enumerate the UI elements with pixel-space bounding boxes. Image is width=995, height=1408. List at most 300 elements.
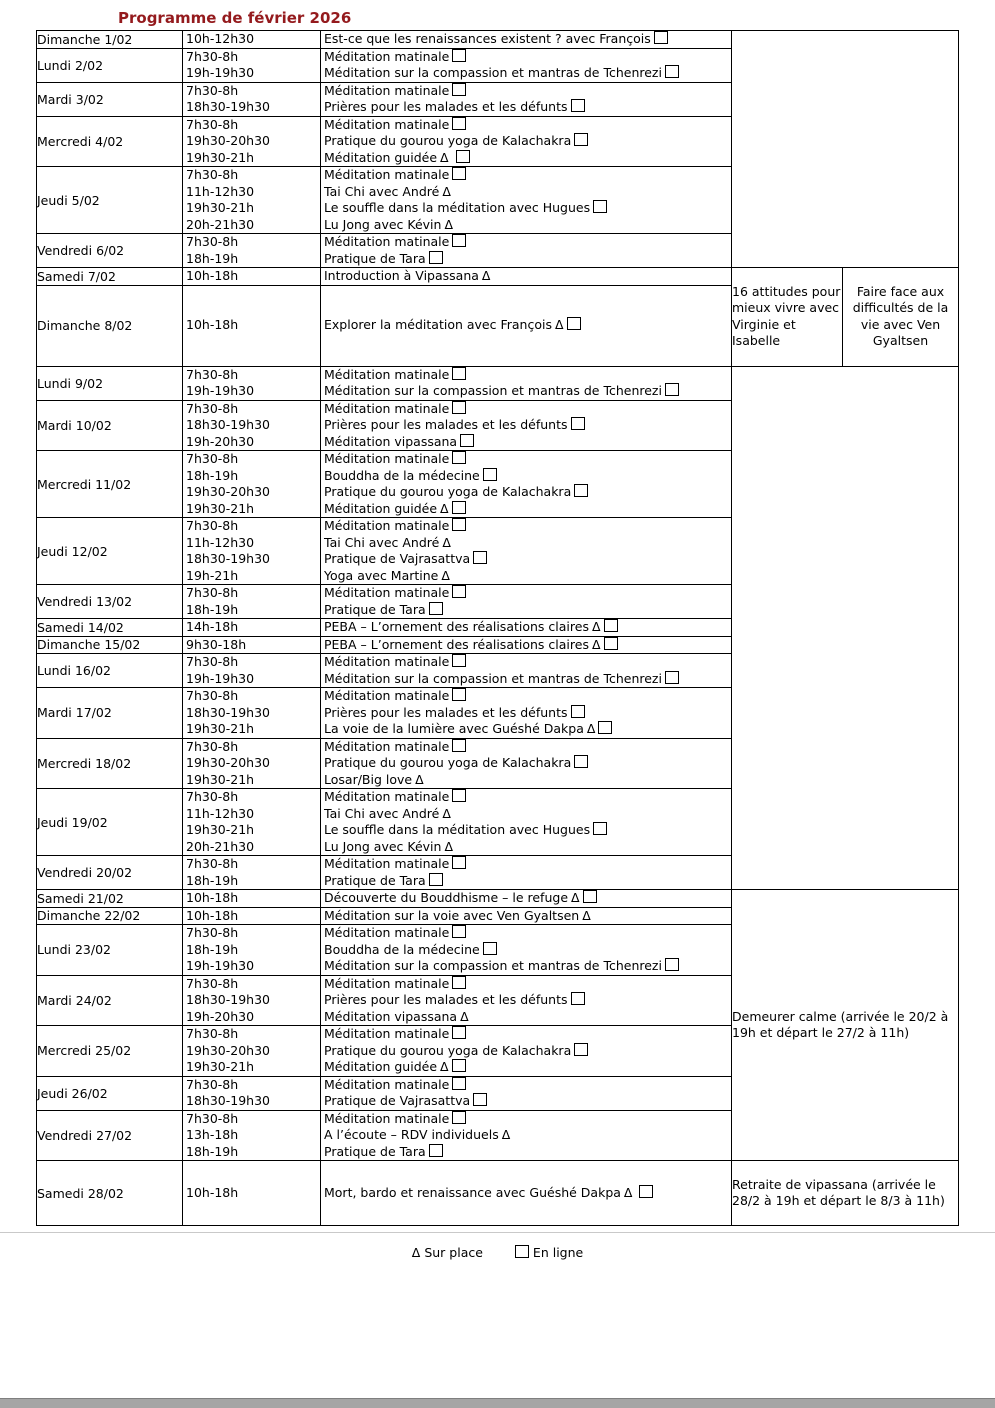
activity-line <box>321 976 731 993</box>
time-line <box>183 217 320 234</box>
activity-label: Prières pour les malades et les défunts <box>324 417 568 432</box>
schedule-row <box>37 268 959 286</box>
time-label: 10h-18h <box>186 890 239 905</box>
time-label: 7h30-8h <box>186 366 239 382</box>
day-cell <box>37 268 183 286</box>
online-checkbox-icon <box>598 721 612 734</box>
activity-line <box>321 806 731 823</box>
legend <box>0 1245 995 1260</box>
activity-label: Méditation matinale <box>324 400 450 416</box>
activity-label: Bouddha de la médecine <box>324 467 480 483</box>
activity-line <box>321 942 731 959</box>
time-label: 7h30-8h <box>186 82 239 98</box>
online-checkbox-icon <box>515 1245 529 1258</box>
time-line <box>183 251 320 268</box>
legend-onsite <box>412 1245 483 1260</box>
day-label: Dimanche 22/02 <box>37 908 141 924</box>
activity-line <box>321 383 731 400</box>
activity-label: Méditation matinale <box>324 116 450 132</box>
note-text: 16 attitudes pour mieux vivre avec Virginie et Isabelle <box>732 283 841 349</box>
online-checkbox-icon <box>483 942 497 955</box>
activity-label: Méditation sur la compassion et mantras de Tchenrezi <box>324 65 662 80</box>
day-label: Dimanche 8/02 <box>37 318 133 333</box>
legend-onsite-label: Sur place <box>424 1245 483 1260</box>
time-label: 11h-12h30 <box>186 534 255 550</box>
onsite-delta-icon: Δ <box>444 838 454 854</box>
activity-line <box>321 839 731 856</box>
activity-label: Mort, bardo et renaissance avec Guéshé Dakpa <box>324 1184 621 1200</box>
note-cell <box>732 1161 959 1226</box>
time-label: 10h-18h <box>186 907 239 923</box>
activity-label: A l’écoute – RDV individuels <box>324 1127 499 1142</box>
activity-line <box>321 568 731 585</box>
activity-line <box>321 822 731 839</box>
day-cell <box>37 975 183 1026</box>
online-checkbox-icon <box>604 619 618 632</box>
time-line <box>183 501 320 518</box>
activity-line <box>321 671 731 688</box>
activity-label: Méditation matinale <box>324 82 450 98</box>
onsite-delta-icon: Δ <box>440 1059 449 1074</box>
time-cell <box>183 400 321 451</box>
onsite-delta-icon: Δ <box>554 317 564 333</box>
online-checkbox-icon <box>452 739 466 752</box>
time-line <box>183 383 320 400</box>
activity-line <box>321 602 731 619</box>
activity-line <box>321 619 731 636</box>
online-checkbox-icon <box>604 637 618 650</box>
activity-label: Tai Chi avec André <box>324 534 440 550</box>
time-line <box>183 755 320 772</box>
online-checkbox-icon <box>583 890 597 903</box>
time-cell <box>183 1076 321 1110</box>
activity-cell <box>321 48 732 82</box>
time-label: 19h30-20h30 <box>186 484 270 499</box>
day-cell <box>37 890 183 908</box>
time-cell <box>183 907 321 925</box>
time-line <box>183 721 320 738</box>
time-label: 19h-19h30 <box>186 65 255 80</box>
time-label: 18h-19h <box>186 467 239 483</box>
time-line <box>183 890 320 907</box>
activity-line <box>321 1185 731 1202</box>
online-checkbox-icon <box>429 873 443 886</box>
time-label: 19h-19h30 <box>186 958 255 973</box>
activity-line <box>321 31 731 48</box>
activity-line <box>321 367 731 384</box>
time-label: 18h30-19h30 <box>186 992 270 1007</box>
day-cell <box>37 585 183 619</box>
time-cell <box>183 1161 321 1226</box>
activity-cell <box>321 654 732 688</box>
time-label: 7h30-8h <box>186 738 239 754</box>
activity-label: Méditation matinale <box>324 688 450 703</box>
schedule-row <box>37 890 959 908</box>
time-line <box>183 83 320 100</box>
activity-label: Méditation matinale <box>324 1076 450 1092</box>
time-line <box>183 234 320 251</box>
activity-line <box>321 772 731 789</box>
activity-label: Méditation matinale <box>324 975 450 991</box>
online-checkbox-icon <box>452 688 466 701</box>
time-cell <box>183 268 321 286</box>
time-label: 10h-12h30 <box>186 31 255 46</box>
onsite-delta-icon: Δ <box>481 268 491 283</box>
onsite-delta-icon: Δ <box>411 1245 421 1260</box>
time-line <box>183 942 320 959</box>
activity-line <box>321 755 731 772</box>
online-checkbox-icon <box>473 551 487 564</box>
activity-label: Méditation matinale <box>324 654 450 669</box>
time-cell <box>183 856 321 890</box>
activity-cell <box>321 925 732 976</box>
time-label: 19h30-21h <box>186 149 255 165</box>
onsite-delta-icon: Δ <box>501 1127 511 1142</box>
activity-line <box>321 65 731 82</box>
activity-cell <box>321 856 732 890</box>
activity-cell <box>321 975 732 1026</box>
day-cell <box>37 738 183 789</box>
time-line <box>183 925 320 942</box>
activity-label: Tai Chi avec André <box>324 805 440 821</box>
time-cell <box>183 975 321 1026</box>
time-label: 18h30-19h30 <box>186 99 270 114</box>
activity-line <box>321 49 731 66</box>
online-checkbox-icon <box>639 1185 653 1198</box>
activity-line <box>321 1043 731 1060</box>
time-line <box>183 268 320 285</box>
time-label: 19h-20h30 <box>186 433 255 449</box>
time-cell <box>183 636 321 654</box>
activity-line <box>321 133 731 150</box>
onsite-delta-icon: Δ <box>442 183 451 199</box>
note-cell <box>843 268 959 367</box>
time-label: 9h30-18h <box>186 636 247 652</box>
day-cell <box>37 688 183 739</box>
activity-label: Pratique de Vajrasattva <box>324 551 471 566</box>
activity-label: Pratique du gourou yoga de Kalachakra <box>324 1042 572 1058</box>
day-label: Vendredi 27/02 <box>37 1127 133 1143</box>
time-label: 18h30-19h30 <box>186 417 270 432</box>
activity-line <box>321 958 731 975</box>
activity-line <box>321 654 731 671</box>
time-label: 7h30-8h <box>186 975 239 991</box>
time-label: 19h30-21h <box>186 500 255 516</box>
activity-line <box>321 890 731 907</box>
activity-line <box>321 856 731 873</box>
activity-line <box>321 1127 731 1144</box>
time-line <box>183 133 320 150</box>
activity-cell <box>321 1110 732 1161</box>
window-bottom-edge <box>0 1398 995 1408</box>
time-cell <box>183 234 321 268</box>
online-checkbox-icon <box>452 1059 466 1072</box>
time-label: 18h30-19h30 <box>186 551 270 566</box>
activity-label: Méditation matinale <box>324 48 450 64</box>
time-cell <box>183 451 321 518</box>
activity-cell <box>321 234 732 268</box>
activity-label: Méditation sur la compassion et mantras de Tchenrezi <box>324 958 662 973</box>
time-label: 7h30-8h <box>186 688 239 703</box>
activity-cell <box>321 82 732 116</box>
time-line <box>183 568 320 585</box>
time-label: 19h-20h30 <box>186 1008 255 1024</box>
day-label: Lundi 9/02 <box>37 375 104 391</box>
page-title: Programme de février 2026 <box>118 9 352 27</box>
time-label: 7h30-8h <box>186 518 239 533</box>
time-line <box>183 1111 320 1128</box>
time-line <box>183 200 320 217</box>
time-label: 18h-19h <box>186 1143 239 1159</box>
day-cell <box>37 1161 183 1226</box>
activity-label: Méditation sur la compassion et mantras de Tchenrezi <box>324 670 662 686</box>
activity-label: Pratique de Tara <box>324 601 426 617</box>
note-text: Retraite de vipassana (arrivée le 28/2 à 19h et départ le 8/3 à 11h) <box>732 1176 945 1208</box>
day-cell <box>37 1110 183 1161</box>
time-line <box>183 468 320 485</box>
online-checkbox-icon <box>452 234 466 247</box>
time-label: 11h-12h30 <box>186 183 255 199</box>
time-line <box>183 806 320 823</box>
onsite-delta-icon: Δ <box>415 771 424 787</box>
time-label: 19h-21h <box>186 567 239 583</box>
online-checkbox-icon <box>452 83 466 96</box>
activity-line <box>321 992 731 1009</box>
day-cell <box>37 116 183 167</box>
day-label: Mercredi 4/02 <box>37 133 124 149</box>
time-label: 18h-19h <box>186 872 239 888</box>
activity-line <box>321 150 731 167</box>
activity-cell <box>321 890 732 908</box>
activity-label: PEBA – L’ornement des réalisations claires <box>324 619 589 634</box>
time-line <box>183 839 320 856</box>
activity-line <box>321 1026 731 1043</box>
time-cell <box>183 890 321 908</box>
onsite-delta-icon: Δ <box>460 1008 469 1024</box>
day-label: Vendredi 13/02 <box>37 594 133 609</box>
day-label: Mercredi 18/02 <box>37 755 132 771</box>
time-label: 19h30-21h <box>186 771 255 787</box>
time-label: 18h-19h <box>186 941 239 957</box>
time-label: 19h30-21h <box>186 721 255 736</box>
online-checkbox-icon <box>574 1043 588 1056</box>
activity-line <box>321 585 731 602</box>
activity-label: Pratique du gourou yoga de Kalachakra <box>324 484 572 499</box>
day-label: Samedi 7/02 <box>37 268 116 284</box>
online-checkbox-icon <box>452 976 466 989</box>
day-label: Mardi 10/02 <box>37 417 112 433</box>
time-label: 18h-19h <box>186 601 239 617</box>
activity-line <box>321 83 731 100</box>
activity-label: Introduction à Vipassana <box>324 268 479 283</box>
time-label: 19h30-20h30 <box>186 133 270 148</box>
time-line <box>183 367 320 384</box>
online-checkbox-icon <box>452 518 466 531</box>
online-checkbox-icon <box>574 755 588 768</box>
time-line <box>183 401 320 418</box>
activity-label: Méditation matinale <box>324 366 450 382</box>
day-label: Samedi 21/02 <box>37 890 124 906</box>
activity-label: Pratique du gourou yoga de Kalachakra <box>324 755 572 770</box>
onsite-delta-icon: Δ <box>444 216 454 232</box>
time-label: 7h30-8h <box>186 925 239 940</box>
day-label: Dimanche 1/02 <box>37 31 133 47</box>
activity-line <box>321 1009 731 1026</box>
activity-line <box>321 217 731 234</box>
activity-label: Méditation guidée <box>324 149 438 165</box>
day-label: Lundi 16/02 <box>37 663 111 678</box>
schedule-table <box>36 30 959 1226</box>
time-line <box>183 1009 320 1026</box>
activity-line <box>321 251 731 268</box>
activity-cell <box>321 1076 732 1110</box>
time-line <box>183 822 320 839</box>
activity-label: Méditation guidée <box>324 1059 438 1074</box>
online-checkbox-icon <box>456 150 470 163</box>
day-label: Vendredi 6/02 <box>37 243 125 258</box>
day-cell <box>37 1076 183 1110</box>
activity-cell <box>321 585 732 619</box>
online-checkbox-icon <box>665 958 679 971</box>
online-checkbox-icon <box>574 484 588 497</box>
time-cell <box>183 82 321 116</box>
note-cell <box>732 268 843 367</box>
day-cell <box>37 1026 183 1077</box>
activity-line <box>321 925 731 942</box>
activity-line <box>321 789 731 806</box>
activity-label: Méditation vipassana <box>324 1008 458 1024</box>
time-line <box>183 451 320 468</box>
time-label: 7h30-8h <box>186 167 239 182</box>
time-line <box>183 654 320 671</box>
time-label: 19h30-21h <box>186 822 255 837</box>
day-label: Mardi 17/02 <box>37 705 112 721</box>
activity-label: Pratique de Tara <box>324 872 426 888</box>
time-cell <box>183 285 321 366</box>
online-checkbox-icon <box>452 401 466 414</box>
online-checkbox-icon <box>452 167 466 180</box>
time-label: 7h30-8h <box>186 400 239 416</box>
time-cell <box>183 585 321 619</box>
online-checkbox-icon <box>452 451 466 464</box>
onsite-delta-icon: Δ <box>442 805 451 821</box>
onsite-delta-icon: Δ <box>571 890 580 905</box>
activity-label: Méditation matinale <box>324 585 450 600</box>
activity-label: Lu Jong avec Kévin <box>324 216 442 232</box>
day-cell <box>37 789 183 856</box>
time-line <box>183 619 320 636</box>
day-cell <box>37 366 183 400</box>
online-checkbox-icon <box>452 789 466 802</box>
activity-label: Prières pour les malades et les défunts <box>324 992 568 1007</box>
day-cell <box>37 654 183 688</box>
day-cell <box>37 285 183 366</box>
online-checkbox-icon <box>571 705 585 718</box>
online-checkbox-icon <box>452 1111 466 1124</box>
online-checkbox-icon <box>429 602 443 615</box>
time-line <box>183 417 320 434</box>
time-line <box>183 585 320 602</box>
online-checkbox-icon <box>571 992 585 1005</box>
schedule-row <box>37 1161 959 1226</box>
online-checkbox-icon <box>429 1144 443 1157</box>
time-label: 18h30-19h30 <box>186 1093 270 1108</box>
day-cell <box>37 82 183 116</box>
activity-line <box>321 117 731 134</box>
activity-cell <box>321 738 732 789</box>
time-cell <box>183 1026 321 1077</box>
time-line <box>183 484 320 501</box>
time-cell <box>183 48 321 82</box>
legend-online <box>515 1245 583 1260</box>
time-label: 19h-19h30 <box>186 670 255 686</box>
day-cell <box>37 907 183 925</box>
day-label: Jeudi 12/02 <box>37 543 108 559</box>
activity-line <box>321 688 731 705</box>
activity-line <box>321 268 731 285</box>
day-label: Lundi 23/02 <box>37 942 111 958</box>
online-checkbox-icon <box>452 117 466 130</box>
online-checkbox-icon <box>452 367 466 380</box>
schedule-row <box>37 366 959 400</box>
activity-line <box>321 451 731 468</box>
online-checkbox-icon <box>593 200 607 213</box>
activity-label: Prières pour les malades et les défunts <box>324 704 568 720</box>
time-line <box>183 602 320 619</box>
activity-label: PEBA – L’ornement des réalisations claires <box>324 636 589 652</box>
time-cell <box>183 31 321 49</box>
schedule-body <box>37 31 959 1226</box>
schedule-row <box>37 31 959 49</box>
activity-line <box>321 99 731 116</box>
activity-label: Méditation sur la compassion et mantras de Tchenrezi <box>324 383 662 398</box>
activity-label: Méditation matinale <box>324 789 450 804</box>
time-label: 19h30-21h <box>186 1059 255 1074</box>
activity-line <box>321 551 731 568</box>
activity-cell <box>321 451 732 518</box>
online-checkbox-icon <box>452 1077 466 1090</box>
page-boundary-line <box>0 1232 995 1233</box>
activity-line <box>321 1093 731 1110</box>
day-label: Jeudi 19/02 <box>37 814 108 830</box>
activity-label: Explorer la méditation avec François <box>324 317 552 333</box>
activity-cell <box>321 619 732 637</box>
time-line <box>183 976 320 993</box>
time-line <box>183 637 320 654</box>
online-checkbox-icon <box>452 925 466 938</box>
time-line <box>183 1144 320 1161</box>
online-checkbox-icon <box>571 99 585 112</box>
activity-cell <box>321 907 732 925</box>
time-line <box>183 873 320 890</box>
day-label: Mercredi 11/02 <box>37 476 132 492</box>
activity-line <box>321 637 731 654</box>
online-checkbox-icon <box>452 1026 466 1039</box>
day-cell <box>37 48 183 82</box>
time-line <box>183 1185 320 1202</box>
day-label: Jeudi 26/02 <box>37 1085 108 1101</box>
day-cell <box>37 925 183 976</box>
activity-cell <box>321 285 732 366</box>
onsite-delta-icon: Δ <box>623 1184 633 1200</box>
activity-line <box>321 417 731 434</box>
activity-label: Méditation matinale <box>324 234 450 249</box>
time-label: 10h-18h <box>186 1184 239 1200</box>
activity-line <box>321 167 731 184</box>
time-line <box>183 518 320 535</box>
activity-label: Le souffle dans la méditation avec Hugues <box>324 200 591 215</box>
day-cell <box>37 234 183 268</box>
